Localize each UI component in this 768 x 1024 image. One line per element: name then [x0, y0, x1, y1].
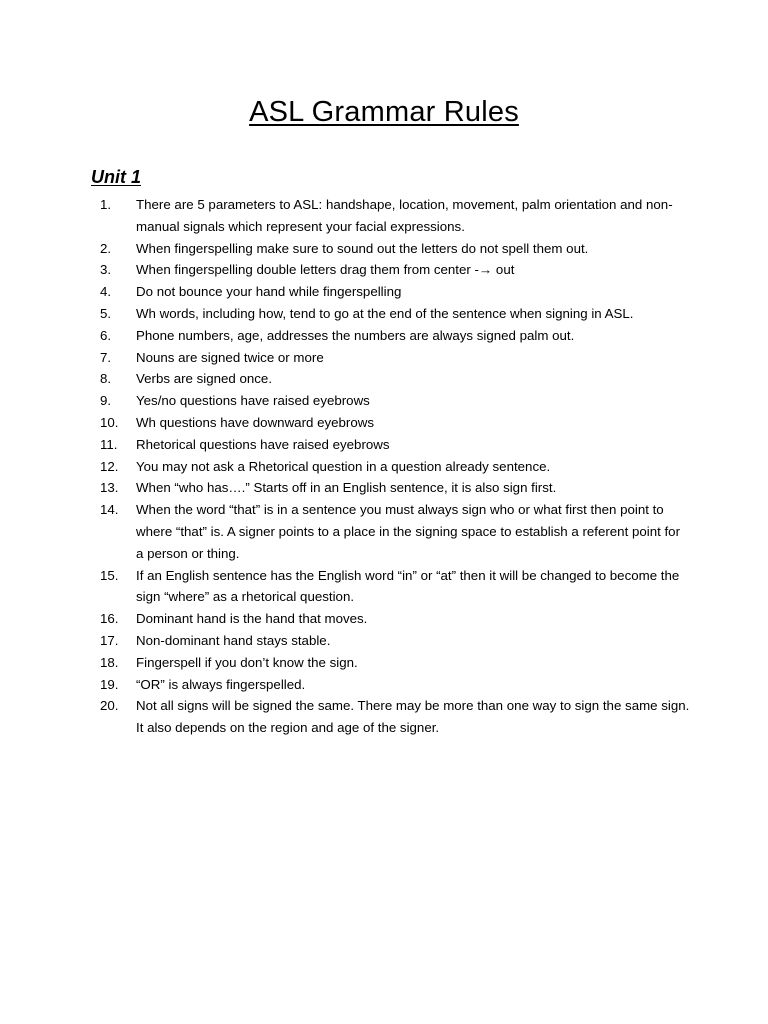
rule-number: 9.: [100, 393, 112, 409]
rule-text: If an English sentence has the English word “in” or “at” then it will be changed to become the sign “where” as a rhetorical question.: [136, 567, 680, 605]
rule-item: [100, 630, 690, 652]
rule-number: 15.: [100, 567, 119, 583]
rule-text: Nouns are signed twice or more: [136, 349, 324, 365]
rule-number: 14.: [100, 502, 119, 518]
rule-number: 6.: [100, 327, 112, 343]
rule-text: There are 5 parameters to ASL: handshape, location, movement, palm orientation and non-manual signals which represent your facial expressions.: [136, 197, 673, 234]
rule-item: [100, 281, 690, 303]
rule-number: 5.: [100, 305, 112, 321]
rule-text: Dominant hand is the hand that moves.: [136, 611, 368, 627]
rule-text: Verbs are signed once.: [136, 371, 273, 387]
rule-number: 17.: [100, 632, 119, 648]
rule-text: Not all signs will be signed the same. There may be more than one way to sign the same sign. It also depends on the region and age of the signer.: [136, 698, 690, 736]
rule-item: [100, 303, 690, 325]
rule-text: Phone numbers, age, addresses the numbers are always signed palm out.: [136, 327, 575, 343]
rule-text: Yes/no questions have raised eyebrows: [136, 393, 370, 409]
rule-item: [100, 412, 690, 434]
rule-number: 10.: [100, 414, 119, 430]
rule-item: [100, 674, 690, 696]
rule-item: [100, 390, 690, 412]
rule-text: Do not bounce your hand while fingerspelling: [136, 284, 402, 300]
rule-text: You may not ask a Rhetorical question in a question already sentence.: [136, 458, 551, 474]
rule-item: [100, 194, 690, 238]
rule-text: Rhetorical questions have raised eyebrows: [136, 436, 390, 452]
rule-item: [100, 347, 690, 369]
unit-heading: Unit 1: [91, 167, 142, 187]
rule-number: 7.: [100, 349, 112, 365]
rule-item: [100, 368, 690, 390]
document-title: ASL Grammar Rules: [249, 96, 519, 128]
rule-text: “OR” is always fingerspelled.: [136, 676, 306, 692]
rule-item: [100, 499, 690, 564]
rule-item: [100, 456, 690, 478]
rule-number: 4.: [100, 284, 112, 300]
rule-number: 3.: [100, 262, 112, 278]
rule-number: 1.: [100, 197, 112, 212]
rule-item: [100, 259, 690, 281]
rule-item: [100, 608, 690, 630]
rule-item: [100, 325, 690, 347]
rule-number: 12.: [100, 458, 119, 474]
rule-number: 16.: [100, 611, 119, 627]
rule-number: 11.: [100, 436, 118, 452]
rule-item: [100, 565, 690, 609]
rules-list: [100, 194, 690, 739]
rule-text: When fingerspelling make sure to sound out the letters do not spell them out.: [136, 240, 589, 256]
rule-item: [100, 434, 690, 456]
rule-number: 13.: [100, 480, 119, 496]
rule-text: Non-dominant hand stays stable.: [136, 632, 331, 648]
rule-number: 20.: [100, 698, 119, 714]
rule-item: [100, 695, 690, 739]
rule-text: Wh words, including how, tend to go at the end of the sentence when signing in ASL.: [136, 305, 634, 321]
rule-text: When “who has….” Starts off in an English sentence, it is also sign first.: [136, 480, 557, 496]
rule-text: When the word “that” is in a sentence you must always sign who or what first then point to where “that” is. A signer points to a place in the signing space to establish a referent point for a person or thing.: [136, 502, 681, 561]
rule-text: Wh questions have downward eyebrows: [136, 414, 374, 430]
rule-item: [100, 477, 690, 499]
rule-item: [100, 652, 690, 674]
rule-number: 8.: [100, 371, 112, 387]
rule-number: 2.: [100, 240, 112, 256]
rule-text: Fingerspell if you don’t know the sign.: [136, 654, 358, 670]
rule-item: [100, 238, 690, 260]
rule-number: 19.: [100, 676, 119, 692]
rule-number: 18.: [100, 654, 119, 670]
rule-text: When fingerspelling double letters drag them from center -→ out: [136, 262, 515, 278]
